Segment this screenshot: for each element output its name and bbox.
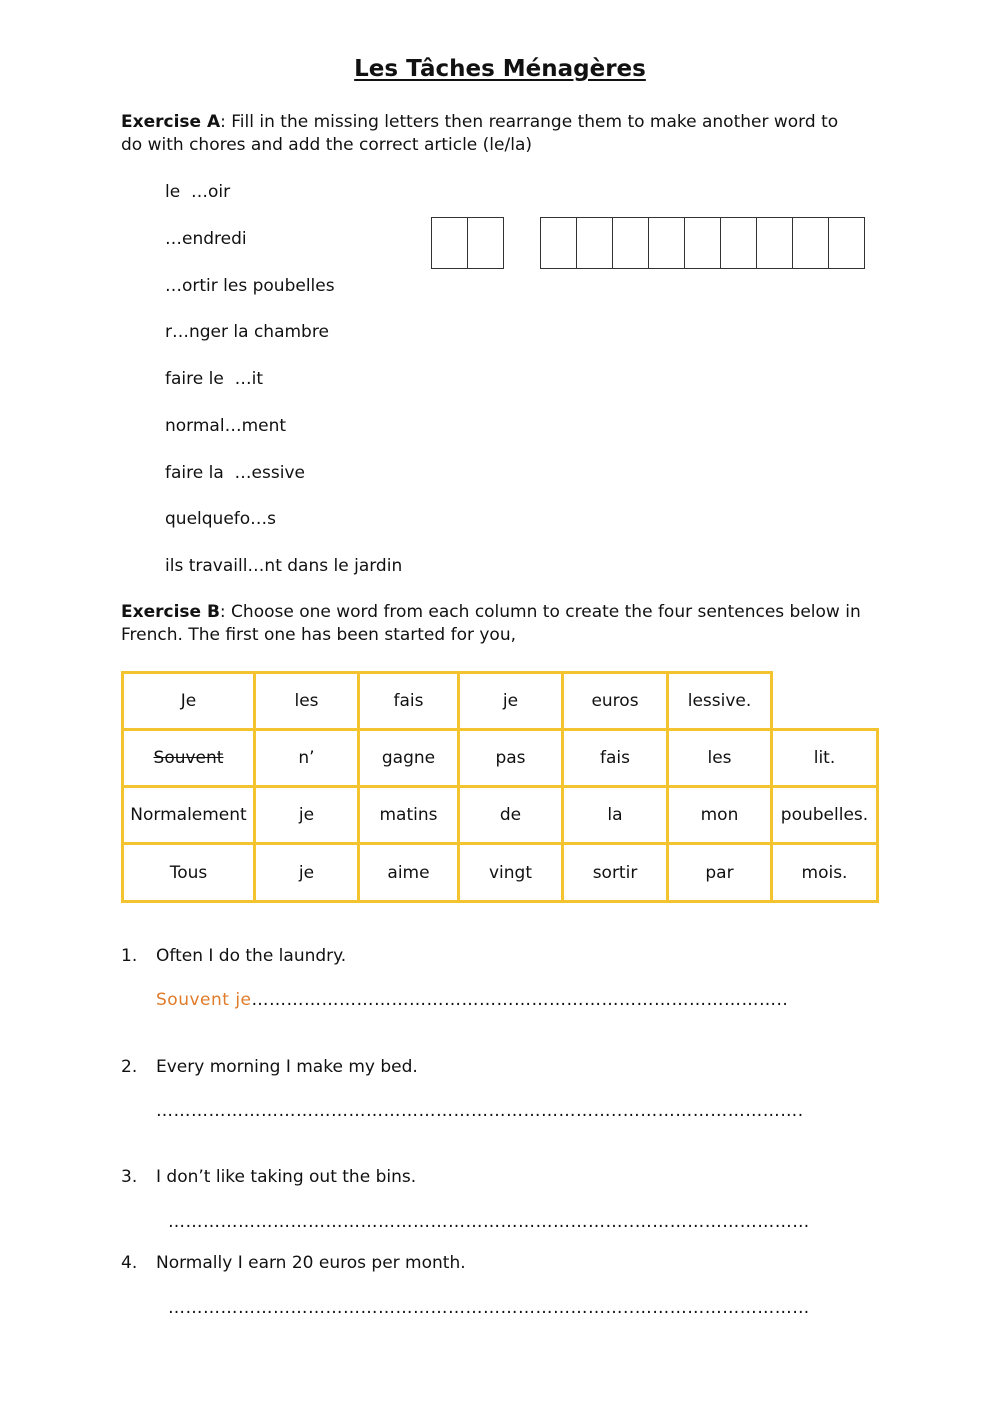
- word-item: …ortir les poubelles: [165, 276, 335, 296]
- answer-line[interactable]: [168, 1298, 880, 1318]
- article-boxes: [431, 217, 504, 269]
- exercise-b-instruction: [121, 601, 861, 647]
- answer-line[interactable]: [156, 1101, 872, 1121]
- word-letter-box[interactable]: [612, 217, 649, 269]
- grid-cell: [666, 785, 773, 845]
- grid-cell: [770, 785, 879, 845]
- grid-cell: [457, 785, 564, 845]
- grid-word: pas: [495, 748, 526, 768]
- grid-word: aime: [387, 862, 430, 883]
- question-text: Normally I earn 20 euros per month.: [156, 1253, 466, 1273]
- word-item: faire le …it: [165, 369, 263, 389]
- word-grid: [121, 671, 879, 902]
- grid-cell: [457, 842, 564, 903]
- grid-cell: [770, 842, 879, 903]
- answer-line[interactable]: [156, 990, 856, 1010]
- word-item: …endredi: [165, 229, 247, 249]
- grid-cell: [561, 785, 669, 845]
- grid-word: poubelles.: [780, 805, 869, 825]
- word-item: r…nger la chambre: [165, 322, 329, 342]
- grid-cell: [457, 728, 564, 788]
- answer-dots: ……………………………………………………………………..…………………………: [168, 1212, 810, 1232]
- word-item: faire la …essive: [165, 463, 305, 483]
- grid-cell: [357, 728, 460, 788]
- grid-word: euros: [591, 691, 639, 711]
- word-letter-box[interactable]: [576, 217, 613, 269]
- word-item: ils travaill…nt dans le jardin: [165, 556, 403, 576]
- word-letter-box[interactable]: [684, 217, 721, 269]
- question-number: 1.: [121, 946, 138, 966]
- grid-word: mon: [700, 805, 739, 825]
- grid-word: les: [294, 691, 319, 711]
- word-item: normal…ment: [165, 416, 287, 436]
- question-number: 4.: [121, 1253, 138, 1273]
- grid-cell: [357, 842, 460, 903]
- grid-word: sortir: [592, 862, 638, 883]
- grid-word: les: [707, 748, 732, 768]
- grid-word: matins: [379, 805, 438, 825]
- word-letter-box[interactable]: [792, 217, 829, 269]
- grid-cell: [121, 728, 256, 788]
- page-title: Les Tâches Ménagères: [354, 56, 646, 82]
- answer-dots: ……………………………………………………………………..…………………………: [168, 1298, 810, 1318]
- article-letter-box[interactable]: [431, 217, 468, 269]
- grid-cell: [666, 728, 773, 788]
- grid-word: fais: [600, 748, 630, 768]
- word-letter-box[interactable]: [540, 217, 577, 269]
- exercise-a-label: Exercise A: [121, 112, 221, 132]
- question-text: I don’t like taking out the bins.: [156, 1167, 417, 1187]
- grid-cell: [357, 671, 460, 731]
- grid-cell: [121, 842, 256, 903]
- grid-word: Souvent: [153, 748, 224, 768]
- word-letter-box[interactable]: [756, 217, 793, 269]
- grid-word: gagne: [381, 748, 436, 768]
- grid-cell: [357, 785, 460, 845]
- grid-word: Je: [180, 691, 197, 711]
- grid-cell: [561, 671, 669, 731]
- word-letter-box[interactable]: [720, 217, 757, 269]
- exercise-a-text: : Fill in the missing letters then rearrange them to make another word to do with chores and add the correct article (le/la): [121, 112, 839, 155]
- question-text: Often I do the laundry.: [156, 946, 347, 966]
- word-boxes: [540, 217, 865, 269]
- question-text: Every morning I make my bed.: [156, 1057, 418, 1077]
- grid-word: lit.: [813, 748, 836, 768]
- exercise-b-text: : Choose one word from each column to create the four sentences below in French. The first one has been started for you,: [121, 602, 861, 645]
- grid-cell: [253, 728, 360, 788]
- grid-word: fais: [393, 691, 424, 711]
- grid-word: la: [607, 805, 623, 825]
- word-item: quelquefo…s: [165, 509, 277, 529]
- grid-word: par: [705, 862, 734, 883]
- grid-cell: [253, 671, 360, 731]
- grid-word: mois.: [801, 862, 848, 883]
- answer-prefix: Souvent je: [156, 990, 252, 1010]
- word-letter-box[interactable]: [648, 217, 685, 269]
- grid-word: n’: [298, 748, 315, 768]
- grid-cell: [457, 671, 564, 731]
- word-letter-box[interactable]: [828, 217, 865, 269]
- question-number: 2.: [121, 1057, 138, 1077]
- grid-cell: [121, 785, 256, 845]
- grid-cell: [253, 785, 360, 845]
- grid-word: je: [298, 805, 315, 825]
- word-item: le …oir: [165, 182, 231, 202]
- grid-word: lessive.: [687, 691, 752, 711]
- grid-cell: [253, 842, 360, 903]
- grid-word: je: [298, 862, 315, 883]
- question-number: 3.: [121, 1167, 138, 1187]
- grid-word: Tous: [169, 862, 208, 883]
- grid-word: Normalement: [130, 805, 247, 825]
- grid-cell: [561, 842, 669, 903]
- grid-word: je: [502, 691, 519, 711]
- grid-cell: [666, 671, 773, 731]
- exercise-a-instruction: [121, 111, 861, 157]
- grid-cell: [770, 728, 879, 788]
- answer-dots: ……………………………………………………………………..………………………….: [156, 1101, 804, 1121]
- grid-cell: [561, 728, 669, 788]
- answer-dots: ………………………………………………………………………………..: [251, 990, 789, 1010]
- grid-word: de: [499, 805, 522, 825]
- grid-word: vingt: [488, 862, 532, 883]
- exercise-b-label: Exercise B: [121, 602, 220, 622]
- grid-cell: [121, 671, 256, 731]
- article-letter-box[interactable]: [467, 217, 504, 269]
- answer-line[interactable]: [168, 1212, 880, 1232]
- grid-cell: [666, 842, 773, 903]
